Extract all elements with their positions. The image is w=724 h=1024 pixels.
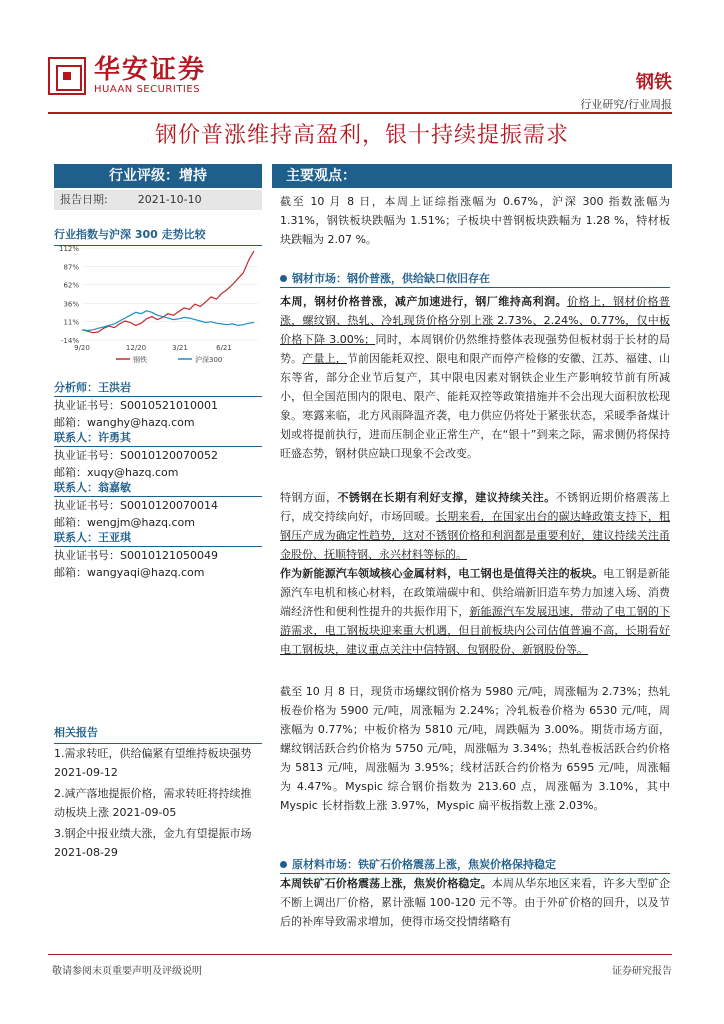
footer-disclaimer: 敬请参阅末页重要声明及评级说明 bbox=[52, 966, 202, 977]
bullet-icon bbox=[280, 275, 287, 282]
industry-rating: 行业评级：增持 bbox=[54, 164, 262, 188]
contact-cert: 执业证书号：S0010121050049 bbox=[54, 549, 218, 562]
x-tick-label: 6/21 bbox=[216, 344, 232, 352]
related-report-item[interactable]: 3.钢企中报业绩大涨，金九有望提振市场 2021-08-29 bbox=[54, 827, 252, 859]
y-tick-label: -14% bbox=[60, 337, 79, 345]
brand-name-cn: 华安证券 bbox=[94, 55, 207, 85]
report-type: 行业研究/行业周报 bbox=[580, 98, 672, 111]
contact-name: 联系人：翁嘉敏 bbox=[54, 480, 262, 497]
analyst-cert: 执业证书号：S0010521010001 bbox=[54, 399, 218, 412]
contact-cert: 执业证书号：S0010120070052 bbox=[54, 449, 218, 462]
y-tick-label: 11% bbox=[63, 318, 79, 327]
analyst-block-1 bbox=[54, 430, 262, 481]
special-steel-paragraph: 特钢方面，不锈钢在长期有利好支撑，建议持续关注。不锈钢近期价格震荡上行，成交持续向好，市场回暖。长期来看，在国家出台的碳达峰政策支持下，粗钢压产成为确定性趋势，这对不锈钢价格和利润都是重要利好，建议持续关注甬金股份、抚顺特钢、永兴材料等标的。 bbox=[280, 491, 671, 561]
analyst-block-2 bbox=[54, 480, 262, 531]
steel-market-paragraph: 本周，钢材价格普涨，减产加速进行，钢厂维持高利润。价格上，钢材价格普涨，螺纹钢、热轧、冷轧现货价格分别上涨 2.73%、2.24%、0.77%，仅中板价格下降 3.00%；同时，本周钢价仍然维持整体表现强势但板材弱于长材的局势。产量上，节前因能耗双控、限电和限产而停产检修的安徽、江苏、福建、山东等省，部分企业节后复产，其中限电因素对钢铁企业生产影响较节前有所减小，但全国范围内的限电、限产、能耗双控等政策措施并不会出现大面积放松现象。寒露来临，北方风雨降温齐袭，电力供应仍将处于紧张状态，采暖季备煤计划或将提前执行，进而压制企业正常生产，在“银十”到来之际，需求侧仍将保持旺盛态势，钢材供应缺口现象不会改变。 bbox=[280, 295, 671, 460]
raw-materials-paragraph: 本周铁矿石价格震荡上涨，焦炭价格稳定。本周从华东地区来看，许多大型矿企不断上调出厂价格，累计涨幅 100-120 元不等。由于外矿价格的回升，以及节后的补库导致需求增加，使得市场交投情绪略有 bbox=[280, 877, 671, 928]
analyst-block-3 bbox=[54, 530, 262, 581]
intro-paragraph: 截至 10 月 8 日，本周上证综指涨幅为 0.67%，沪深 300 指数涨幅为 1.31%，钢铁板块跌幅为 1.51%；子板块中普钢板块跌幅为 1.28 %，特材板块跌幅为 2.07 %。 bbox=[280, 195, 670, 246]
related-report-item[interactable]: 2.减产落地提振价格，需求转旺将持续推动板块上涨 2021-09-05 bbox=[54, 787, 252, 819]
y-tick-label: 36% bbox=[63, 300, 79, 309]
series-line-0 bbox=[82, 251, 254, 333]
x-tick-label: 3/21 bbox=[172, 344, 188, 352]
contact-cert: 执业证书号：S0010120070014 bbox=[54, 499, 218, 512]
brand-logo bbox=[48, 56, 206, 95]
footer-divider bbox=[48, 954, 672, 955]
report-date-value: 2021-10-10 bbox=[137, 193, 202, 206]
electrical-steel-paragraph: 作为新能源汽车领域核心金属材料，电工钢也是值得关注的板块。电工钢是新能源汽车电机和核心材料，在政策端碳中和、供给端新旧造车势力加速入场、消费端经济性和便利性提升的共振作用下，新能源汽车发展迅速，带动了电工钢的下游需求，电工钢板块迎来重大机遇，但目前板块内公司估值普遍不高，长期看好电工钢板块，建议重点关注中信特钢、包钢股份、新钢股份等。 bbox=[280, 567, 671, 656]
section-divider bbox=[280, 287, 670, 288]
chart-section-title: 行业指数与沪深 300 走势比较 bbox=[54, 226, 262, 246]
contact-name: 联系人：王亚琪 bbox=[54, 530, 262, 547]
related-report-item[interactable]: 1.需求转旺，供给偏紧有望维持板块强势 2021-09-12 bbox=[54, 747, 252, 779]
legend-label: 沪深300 bbox=[195, 356, 223, 364]
index-comparison-chart bbox=[54, 242, 262, 368]
contact-email: 邮箱：wengjm@hazq.com bbox=[54, 516, 195, 529]
legend-label: 钢铁 bbox=[133, 356, 147, 364]
industry-label: 钢铁 bbox=[636, 72, 672, 93]
contact-email: 邮箱：xuqy@hazq.com bbox=[54, 466, 179, 479]
report-headline: 钢价普涨维持高盈利，银十持续提振需求 bbox=[154, 123, 569, 148]
price-summary-paragraph: 截至 10 月 8 日，现货市场螺纹钢价格为 5980 元/吨，周涨幅为 2.73%；热轧板卷价格为 5900 元/吨，周涨幅为 2.24%；冷轧板卷价格为 6530 元/吨，周涨幅为 0.77%；中板价格为 5810 元/吨，周跌幅为 3.00%。期货市场方面，螺纹钢活跃合约价格为 5750 元/吨，周涨幅为 3.34%；热轧卷板活跃合约价格为 5813 元/吨，周涨幅为 3.95%；线材活跃合约价格为 6595 元/吨，周涨幅为 4.47%。Myspic 综合钢价指数为 213.60 点，周涨幅为 3.10%，其中 Myspic 长材指数上涨 3.97%，Myspic 扁平板指数上涨 2.03%。 bbox=[280, 685, 670, 812]
contact-email: 邮箱：wangyaqi@hazq.com bbox=[54, 566, 205, 579]
brand-name-en: HUAAN SECURITIES bbox=[94, 84, 201, 95]
report-date bbox=[54, 190, 262, 210]
y-tick-label: 87% bbox=[63, 263, 79, 272]
main-points-title: 主要观点： bbox=[272, 164, 672, 188]
contact-name: 联系人：许勇其 bbox=[54, 430, 262, 447]
bullet-icon bbox=[280, 861, 287, 868]
x-tick-label: 9/20 bbox=[74, 344, 90, 352]
related-reports-title: 相关报告 bbox=[54, 724, 262, 744]
analyst-name: 分析师：王洪岩 bbox=[54, 380, 262, 397]
section-raw-materials: 原材料市场：铁矿石价格震荡上涨，焦炭价格保持稳定 bbox=[280, 856, 670, 872]
analyst-email: 邮箱：wanghy@hazq.com bbox=[54, 416, 195, 429]
section-steel-market: 钢材市场：钢价普涨，供给缺口依旧存在 bbox=[280, 270, 670, 286]
y-tick-label: 62% bbox=[63, 281, 79, 290]
y-tick-label: 112% bbox=[58, 245, 79, 253]
footer-report-type: 证券研究报告 bbox=[612, 966, 672, 977]
brand-seal-icon bbox=[48, 57, 86, 95]
x-tick-label: 12/20 bbox=[125, 344, 147, 352]
report-date-label: 报告日期: bbox=[60, 193, 108, 206]
header-divider bbox=[48, 112, 672, 114]
analyst-block-0 bbox=[54, 380, 262, 431]
